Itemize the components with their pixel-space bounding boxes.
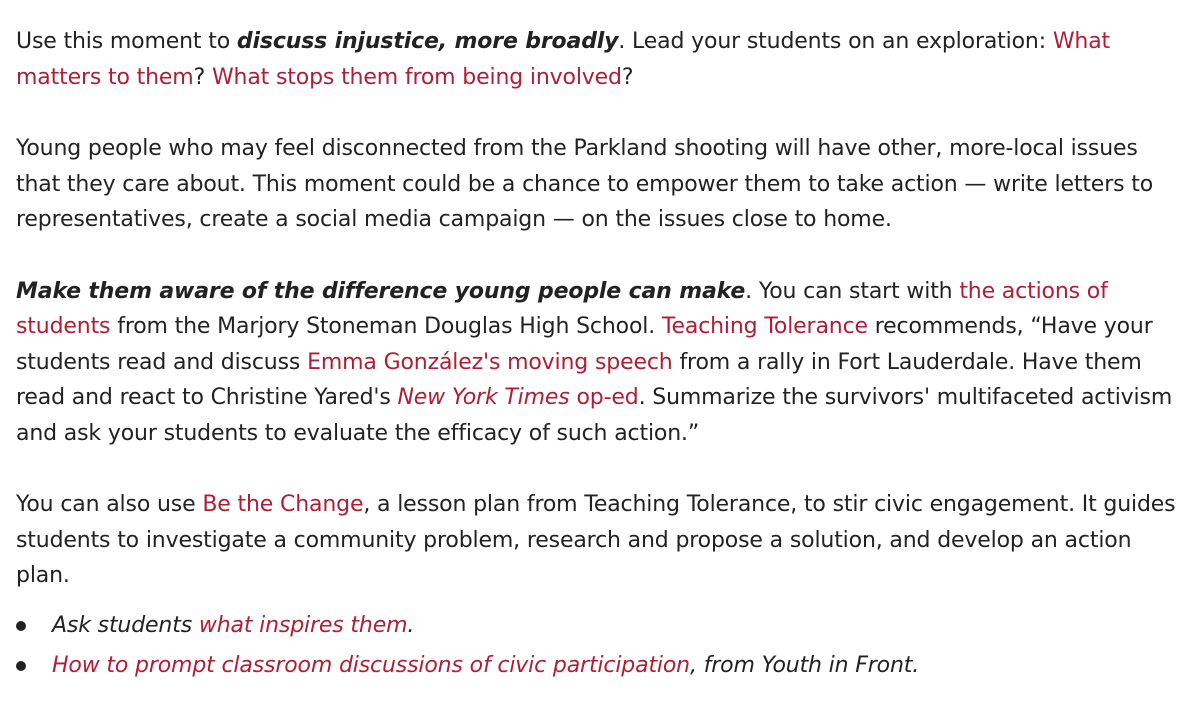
link-what-matters[interactable]: What matters to them — [16, 29, 1111, 90]
p3-t1: . You can start with — [745, 278, 960, 304]
nyt-title: New York Times — [397, 385, 570, 410]
bullet1-end: . — [407, 612, 415, 638]
p4-t1: You can also use — [16, 492, 203, 517]
p1-middle: . Lead your students on an exploration: — [618, 29, 1053, 54]
bullet1-text: Ask students — [52, 612, 199, 638]
paragraph-be-the-change — [16, 487, 1186, 594]
paragraph-local-issues: Young people who may feel disconnected from the Parkland shooting will have other, more-local issues that they care about. This moment could be a chance to empower them to take action — write letters to representatives, create a social media campaign — on the issues close to home. — [16, 136, 1154, 232]
paragraph-discuss-injustice — [16, 24, 1186, 95]
paragraph-make-them-aware — [16, 274, 1186, 452]
p4-t2: , a lesson plan from Teaching Tolerance, to stir civic engagement. It guides students to investigate a community problem, research and propose a solution, and develop an action plan. — [16, 492, 1176, 588]
list-item — [16, 646, 1186, 686]
bullet-icon — [16, 661, 26, 671]
bullet2-end: , from Youth in Front. — [689, 652, 920, 678]
p1-q2: ? — [621, 64, 634, 90]
bullet-icon — [16, 621, 26, 631]
link-be-the-change[interactable]: Be the Change — [202, 492, 364, 517]
list-item — [16, 606, 1186, 646]
p1-q1: ? — [193, 64, 212, 90]
link-what-stops-them[interactable]: What stops them from being involved — [211, 64, 622, 90]
link-emma-gonzalez-speech[interactable]: Emma González's moving speech — [307, 349, 673, 375]
p1-intro: Use this moment to — [16, 29, 237, 54]
link-what-inspires-them[interactable]: what inspires them — [198, 612, 408, 638]
p3-t4: from a rally in Fort Lauderdale. Have them read and react to Christine Yared's — [16, 349, 1142, 410]
link-civic-participation-discussions[interactable]: How to prompt classroom discussions of civic participation — [52, 652, 690, 678]
p1-emphasis-text: discuss injustice, more broadly — [236, 29, 619, 54]
p3-t2: from the Marjory Stoneman Douglas High School. — [110, 314, 662, 339]
link-teaching-tolerance[interactable]: Teaching Tolerance — [661, 314, 868, 339]
p1-emphasis — [237, 29, 618, 54]
oped-label: op-ed — [569, 385, 639, 410]
p3-emphasis-text: Make them aware of the difference young people can make — [16, 278, 746, 304]
link-nyt-oped[interactable] — [397, 385, 638, 410]
resource-list — [16, 606, 1186, 686]
p3-t5: . Summarize the survivors' multifaceted activism and ask your students to evaluate the efficacy of such action.” — [16, 385, 1173, 446]
p3-emphasis — [16, 279, 745, 304]
link-actions-of-students[interactable]: the actions of students — [16, 278, 1108, 339]
p3-t3: recommends, “Have your students read and discuss — [16, 314, 1153, 375]
